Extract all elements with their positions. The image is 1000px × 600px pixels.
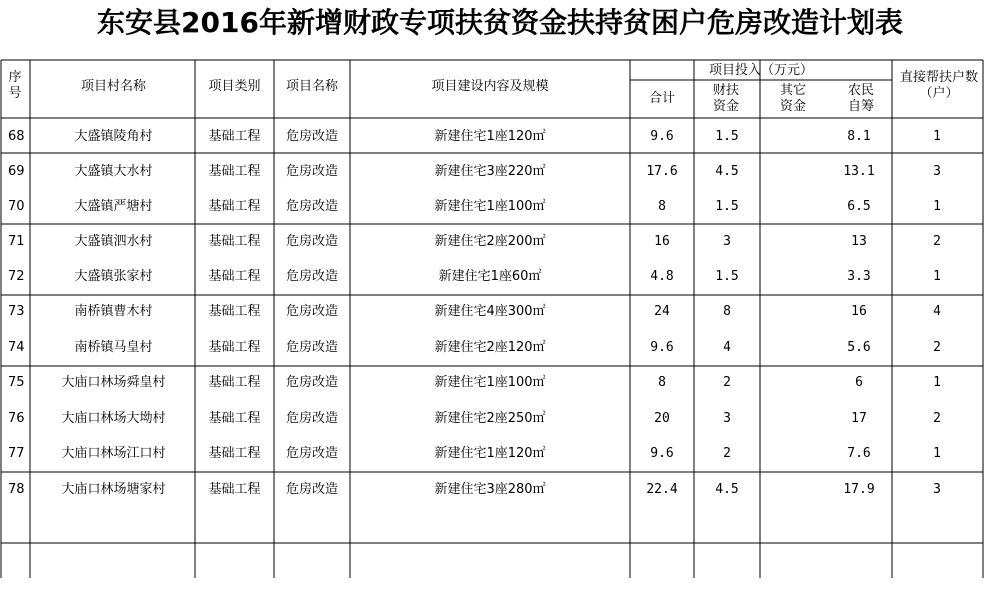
- total-cell: 8: [658, 375, 666, 390]
- total-cell: 16: [654, 234, 670, 249]
- project-cell: 危房改造: [285, 234, 338, 249]
- header-fiscal: 财扶资金: [712, 83, 739, 114]
- village-cell: 大庙口林场大坳村: [61, 411, 166, 426]
- seq-cell: 71: [8, 234, 25, 249]
- content-cell: 新建住宅3座280㎡: [434, 482, 546, 497]
- header-households: 直接帮扶户数（户）: [900, 70, 979, 101]
- header-project: 项目名称: [285, 79, 338, 94]
- category-cell: 基础工程: [208, 269, 261, 284]
- header-self: 农民自筹: [847, 83, 874, 114]
- total-cell: 9.6: [650, 129, 674, 144]
- total-cell: 17.6: [646, 164, 678, 179]
- content-cell: 新建住宅1座120㎡: [434, 446, 546, 461]
- total-cell: 24: [654, 304, 670, 319]
- self-cell: 5.6: [847, 340, 871, 355]
- fiscal-cell: 1.5: [715, 129, 739, 144]
- village-cell: 大盛镇大水村: [74, 164, 153, 179]
- households-cell: 2: [933, 234, 941, 249]
- self-cell: 7.6: [847, 446, 871, 461]
- village-cell: 大盛镇严塘村: [74, 199, 153, 214]
- header-investment: 项目投入（万元）: [708, 63, 813, 78]
- seq-cell: 78: [8, 482, 25, 497]
- seq-cell: 73: [8, 304, 25, 319]
- households-cell: 2: [933, 340, 941, 355]
- village-cell: 大庙口林场舜皇村: [61, 375, 166, 390]
- project-cell: 危房改造: [285, 446, 338, 461]
- project-cell: 危房改造: [285, 164, 338, 179]
- self-cell: 3.3: [847, 269, 871, 284]
- self-cell: 13: [851, 234, 867, 249]
- total-cell: 4.8: [650, 269, 674, 284]
- header-category: 项目类别: [208, 79, 261, 94]
- category-cell: 基础工程: [208, 129, 261, 144]
- fiscal-cell: 4: [723, 340, 731, 355]
- category-cell: 基础工程: [208, 164, 261, 179]
- self-cell: 6: [855, 375, 863, 390]
- content-cell: 新建住宅2座250㎡: [434, 411, 546, 426]
- project-cell: 危房改造: [285, 304, 338, 319]
- households-cell: 1: [933, 129, 941, 144]
- self-cell: 17: [851, 411, 867, 426]
- seq-cell: 77: [8, 446, 25, 461]
- content-cell: 新建住宅2座120㎡: [434, 340, 546, 355]
- total-cell: 9.6: [650, 340, 674, 355]
- households-cell: 4: [933, 304, 941, 319]
- self-cell: 17.9: [843, 482, 875, 497]
- seq-cell: 72: [8, 269, 25, 284]
- category-cell: 基础工程: [208, 375, 261, 390]
- seq-cell: 68: [8, 129, 25, 144]
- village-cell: 大盛镇陵角村: [74, 129, 153, 144]
- content-cell: 新建住宅1座100㎡: [434, 199, 546, 214]
- project-cell: 危房改造: [285, 340, 338, 355]
- category-cell: 基础工程: [208, 340, 261, 355]
- project-cell: 危房改造: [285, 129, 338, 144]
- page-title: 东安县2016年新增财政专项扶贫资金扶持贫困户危房改造计划表: [97, 6, 903, 39]
- households-cell: 2: [933, 411, 941, 426]
- fiscal-cell: 2: [723, 446, 731, 461]
- seq-cell: 69: [8, 164, 25, 179]
- category-cell: 基础工程: [208, 304, 261, 319]
- category-cell: 基础工程: [208, 411, 261, 426]
- content-cell: 新建住宅1座100㎡: [434, 375, 546, 390]
- project-cell: 危房改造: [285, 199, 338, 214]
- households-cell: 1: [933, 269, 941, 284]
- fiscal-cell: 1.5: [715, 269, 739, 284]
- header-content: 项目建设内容及规模: [431, 79, 549, 94]
- fiscal-cell: 1.5: [715, 199, 739, 214]
- content-cell: 新建住宅4座300㎡: [434, 304, 546, 319]
- category-cell: 基础工程: [208, 234, 261, 249]
- seq-cell: 75: [8, 375, 25, 390]
- project-cell: 危房改造: [285, 482, 338, 497]
- category-cell: 基础工程: [208, 482, 261, 497]
- total-cell: 9.6: [650, 446, 674, 461]
- fiscal-cell: 4.5: [715, 164, 739, 179]
- village-cell: 南桥镇曹木村: [74, 304, 153, 319]
- village-cell: 大庙口林场江口村: [61, 446, 166, 461]
- households-cell: 3: [933, 482, 941, 497]
- households-cell: 1: [933, 446, 941, 461]
- fiscal-cell: 3: [723, 411, 731, 426]
- project-cell: 危房改造: [285, 411, 338, 426]
- households-cell: 3: [933, 164, 941, 179]
- fiscal-cell: 2: [723, 375, 731, 390]
- total-cell: 20: [654, 411, 670, 426]
- project-cell: 危房改造: [285, 269, 338, 284]
- total-cell: 8: [658, 199, 666, 214]
- category-cell: 基础工程: [208, 199, 261, 214]
- content-cell: 新建住宅2座200㎡: [434, 234, 546, 249]
- fiscal-cell: 8: [723, 304, 731, 319]
- content-cell: 新建住宅1座120㎡: [434, 129, 546, 144]
- village-cell: 南桥镇马皇村: [74, 340, 153, 355]
- self-cell: 13.1: [843, 164, 875, 179]
- category-cell: 基础工程: [208, 446, 261, 461]
- seq-cell: 70: [8, 199, 25, 214]
- total-cell: 22.4: [646, 482, 678, 497]
- project-cell: 危房改造: [285, 375, 338, 390]
- header-other: 其它资金: [779, 83, 806, 114]
- content-cell: 新建住宅3座220㎡: [434, 164, 546, 179]
- header-village: 项目村名称: [80, 79, 146, 94]
- header-total: 合计: [648, 91, 675, 106]
- content-cell: 新建住宅1座60㎡: [438, 269, 542, 284]
- fiscal-cell: 3: [723, 234, 731, 249]
- village-cell: 大庙口林场塘家村: [61, 482, 166, 497]
- seq-cell: 76: [8, 411, 25, 426]
- village-cell: 大盛镇泗水村: [74, 234, 153, 249]
- households-cell: 1: [933, 199, 941, 214]
- seq-cell: 74: [8, 340, 25, 355]
- fiscal-cell: 4.5: [715, 482, 739, 497]
- self-cell: 16: [851, 304, 867, 319]
- self-cell: 6.5: [847, 199, 871, 214]
- self-cell: 8.1: [847, 129, 871, 144]
- header-seq: 序号: [8, 70, 22, 101]
- village-cell: 大盛镇张家村: [74, 269, 153, 284]
- households-cell: 1: [933, 375, 941, 390]
